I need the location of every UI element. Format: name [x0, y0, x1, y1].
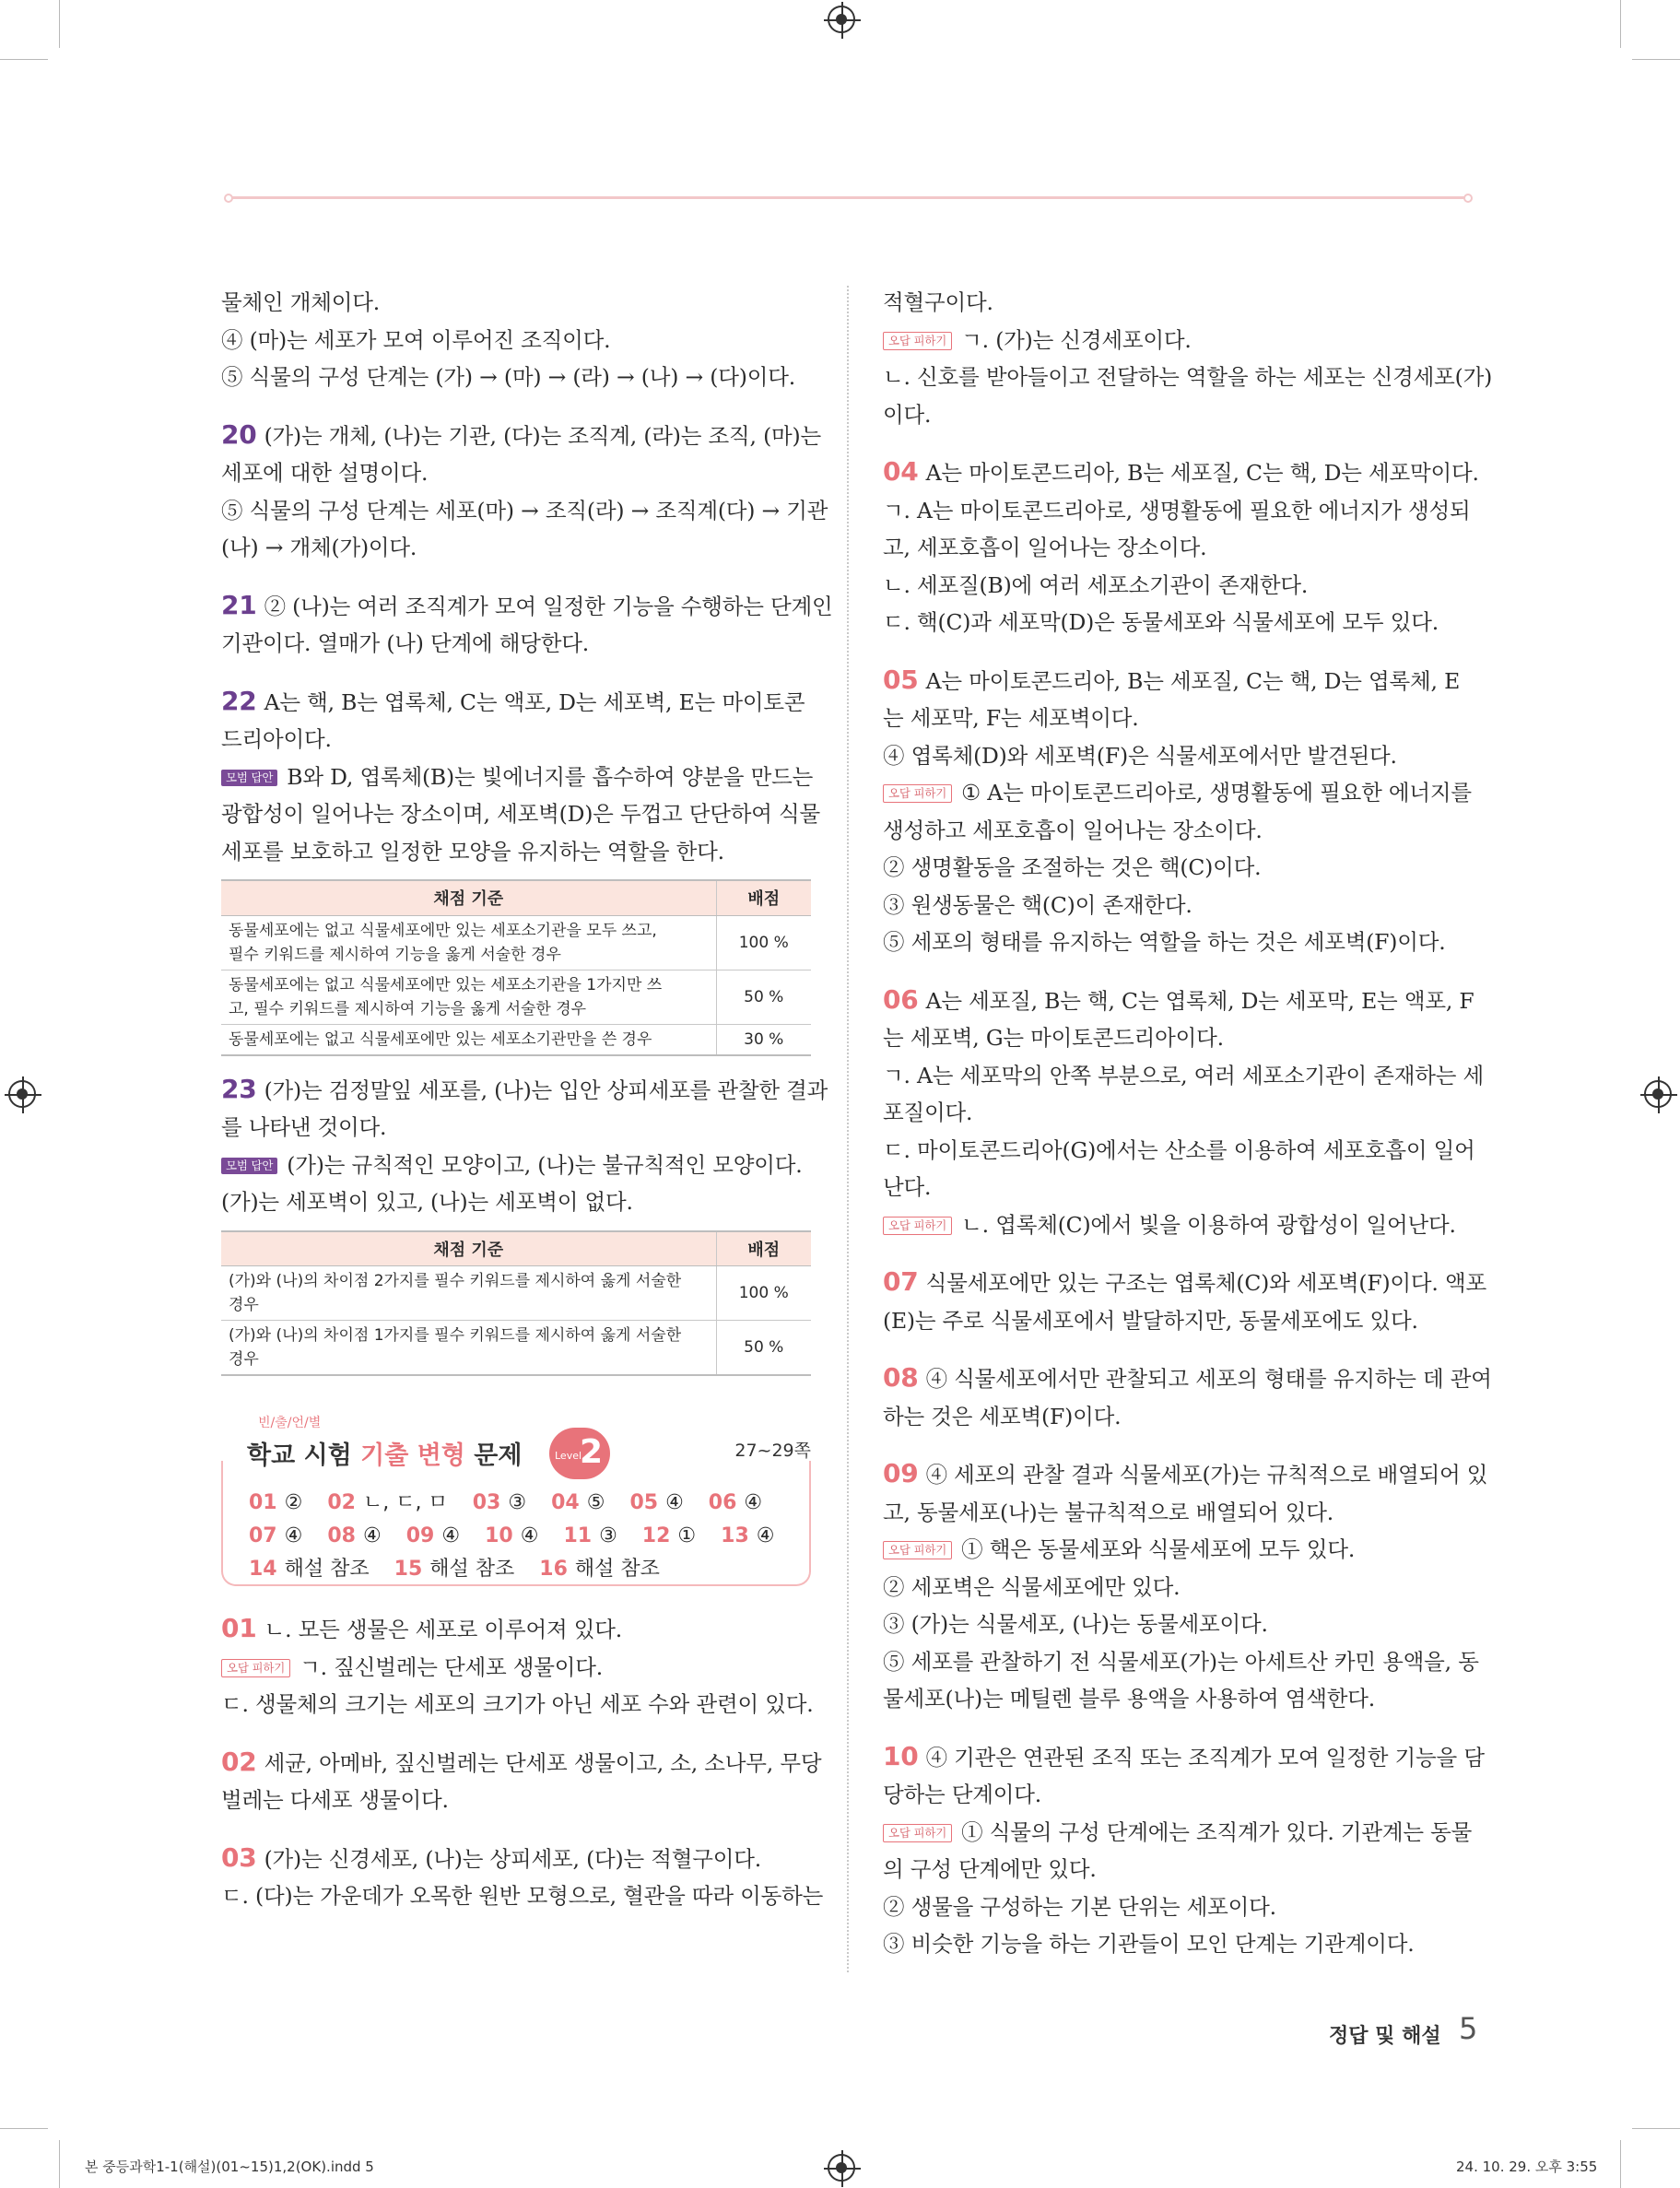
header-rule: [224, 194, 1473, 203]
question-number: 23: [221, 1073, 257, 1104]
text-line: 고, 세포호흡이 일어나는 장소이다.: [883, 535, 1207, 560]
question-number: 09: [883, 1458, 919, 1488]
text-line: 생성하고 세포호흡이 일어나는 장소이다.: [883, 817, 1263, 843]
text-line: ⑤ 세포를 관찰하기 전 식물세포(가)는 아세트산 카민 용액을, 동: [883, 1648, 1479, 1675]
answer-05: 05 A는 마이토콘드리아, B는 세포질, C는 핵, D는 엽록체, E: [883, 664, 1461, 695]
text-line: 고, 동물세포(나)는 불규칙적으로 배열되어 있다.: [883, 1499, 1334, 1525]
text-line: (나) → 개체(가)이다.: [221, 535, 417, 560]
crop-mark: [0, 2128, 48, 2129]
question-number: 02: [221, 1746, 257, 1777]
text-line: ② 세포벽은 식물세포에만 있다.: [883, 1573, 1181, 1600]
answer-03: 03 (가)는 신경세포, (나)는 상피세포, (다)는 적혈구이다.: [221, 1841, 762, 1873]
table-header: 배점: [716, 1231, 811, 1266]
text-line: ③ 비슷한 기능을 하는 기관들이 모인 단계는 기관계이다.: [883, 1931, 1415, 1957]
box-title: 학교 시험 기출 변형 문제: [247, 1441, 523, 1470]
text-line: ③ (가)는 식물세포, (나)는 동물세포이다.: [883, 1611, 1268, 1637]
crop-mark: [1620, 0, 1621, 48]
crop-mark: [59, 0, 60, 48]
avoid-mistake-badge: 오답 피하기: [883, 1217, 952, 1235]
model-answer: 모범 답안 B와 D, 엽록체(B)는 빛에너지를 흡수하여 양분을 만드는: [221, 759, 811, 796]
avoid-mistake-badge: 오답 피하기: [883, 1541, 952, 1559]
question-number: 01: [221, 1613, 257, 1643]
answer-23: 23 (가)는 검정말잎 세포를, (나)는 입안 상피세포를 관찰한 결과: [221, 1073, 828, 1104]
wrong-answer-note: 오답 피하기 ㄱ. (가)는 신경세포이다.: [883, 322, 1474, 359]
table-row: (가)와 (나)의 차이점 1가지를 필수 키워드를 제시하여 옳게 서술한 경우 50 %: [221, 1321, 811, 1376]
table-header: 채점 기준: [221, 1231, 716, 1266]
text-line: ② 생명활동을 조절하는 것은 핵(C)이다.: [883, 854, 1262, 880]
table-row: 동물세포에는 없고 식물세포에만 있는 세포소기관만을 쓴 경우 30 %: [221, 1024, 811, 1055]
text-line: ㄷ. 마이토콘드리아(G)에서는 산소를 이용하여 세포호흡이 일어: [883, 1136, 1475, 1163]
wrong-answer-note: 오답 피하기 ㄱ. 짚신벌레는 단세포 생물이다.: [221, 1649, 811, 1687]
text-line: (가)는 세포벽이 있고, (나)는 세포벽이 없다.: [221, 1189, 633, 1215]
answer-row: 07 ④ 08 ④ 09 ④ 10 ④ 11 ③ 12 ① 13 ④: [249, 1524, 775, 1547]
table-row: 동물세포에는 없고 식물세포에만 있는 세포소기관을 모두 쓰고, 필수 키워드를 제시하여 기능을 옳게 서술한 경우 100 %: [221, 915, 811, 970]
registration-mark-icon: [828, 2154, 855, 2182]
left-column: [221, 284, 833, 1915]
grading-table: [221, 879, 811, 1056]
avoid-mistake-badge: 오답 피하기: [883, 332, 952, 350]
table-row: (가)와 (나)의 차이점 2가지를 필수 키워드를 제시하여 옳게 서술한 경우 100 %: [221, 1266, 811, 1321]
table-header: 배점: [716, 880, 811, 915]
answer-10: 10 ④ 기관은 연관된 조직 또는 조직계가 모여 일정한 기능을 담: [883, 1740, 1485, 1771]
wrong-answer-note: 오답 피하기 ① 식물의 구성 단계에는 조직계가 있다. 기관계는 동물: [883, 1814, 1474, 1852]
crop-mark: [1632, 59, 1680, 60]
text-line: 를 나타낸 것이다.: [221, 1114, 387, 1140]
text-line: ② 생물을 구성하는 기본 단위는 세포이다.: [883, 1893, 1276, 1920]
question-number: 07: [883, 1266, 919, 1297]
text-line: ④ (마)는 세포가 모여 이루어진 조직이다.: [221, 326, 611, 353]
answer-row: 14 해설 참조 15 해설 참조 16 해설 참조: [249, 1558, 660, 1581]
text-line: ⑤ 식물의 구성 단계는 세포(마) → 조직(라) → 조직계(다) → 기관: [221, 497, 828, 523]
level-badge: Level 2: [549, 1428, 610, 1479]
wrong-answer-note: 오답 피하기 ① A는 마이토콘드리아로, 생명활동에 필요한 에너지를: [883, 774, 1474, 812]
question-number: 10: [883, 1740, 919, 1771]
box-kicker: 빈/출/언/별: [258, 1416, 322, 1430]
print-slug-timestamp: 24. 10. 29. 오후 3:55: [1456, 2159, 1598, 2175]
score-cell: 50 %: [716, 970, 811, 1024]
score-cell: 30 %: [716, 1024, 811, 1055]
question-number: 05: [883, 664, 919, 695]
answer-row: 01 ② 02 ㄴ, ㄷ, ㅁ 03 ③ 04 ⑤ 05 ④ 06 ④: [249, 1491, 763, 1514]
crop-mark: [1620, 2140, 1621, 2188]
registration-mark-icon: [828, 6, 855, 33]
text-line: ③ 원생동물은 핵(C)이 존재한다.: [883, 891, 1192, 918]
wrong-answer-note: 오답 피하기 ① 핵은 동물세포와 식물세포에 모두 있다.: [883, 1531, 1474, 1569]
text-line: 이다.: [883, 401, 932, 428]
avoid-mistake-badge: 오답 피하기: [221, 1659, 290, 1677]
text-line: 기관이다. 열매가 (나) 단계에 해당한다.: [221, 630, 590, 656]
print-slug-file: 본 중등과학1-1(해설)(01~15)1,2(OK).indd 5: [85, 2159, 374, 2175]
answer-02: 02 세균, 아메바, 짚신벌레는 단세포 생물이고, 소, 소나무, 무당: [221, 1746, 822, 1777]
text-line: ㄱ. A는 마이토콘드리아로, 생명활동에 필요한 에너지가 생성되: [883, 497, 1471, 523]
crop-mark: [59, 2140, 60, 2188]
question-number: 03: [221, 1841, 257, 1873]
registration-mark-icon: [1644, 1080, 1672, 1108]
text-line: 세포에 대한 설명이다.: [221, 460, 429, 486]
question-number: 06: [883, 983, 919, 1015]
answer-22: 22 A는 핵, B는 엽록체, C는 액포, D는 세포벽, E는 마이토콘: [221, 685, 805, 716]
text-line: ⑤ 세포의 형태를 유지하는 역할을 하는 것은 세포벽(F)이다.: [883, 929, 1446, 955]
table-row: 동물세포에는 없고 식물세포에만 있는 세포소기관을 1가지만 쓰 고, 필수 키워드를 제시하여 기능을 옳게 서술한 경우 50 %: [221, 970, 811, 1024]
text-line: ㄴ. 세포질(B)에 여러 세포소기관이 존재한다.: [883, 571, 1309, 598]
text-line: ④ 엽록체(D)와 세포벽(F)은 식물세포에서만 발견된다.: [883, 742, 1397, 769]
avoid-mistake-badge: 오답 피하기: [883, 784, 952, 803]
text-line: ㄴ. 신호를 받아들이고 전달하는 역할을 하는 세포는 신경세포(가): [883, 364, 1493, 390]
model-answer-badge: 모범 답안: [221, 1158, 277, 1174]
grading-table: [221, 1230, 811, 1377]
text-line: ㄷ. 생물체의 크기는 세포의 크기가 아닌 세포 수와 관련이 있다.: [221, 1691, 814, 1717]
text-line: 세포를 보호하고 일정한 모양을 유지하는 역할을 한다.: [221, 838, 724, 865]
quick-answer-box: [221, 1413, 811, 1586]
section-label: 정답 및 해설: [1329, 2025, 1441, 2048]
text-line: 하는 것은 세포벽(F)이다.: [883, 1403, 1122, 1429]
question-number: 04: [883, 456, 919, 487]
question-number: 21: [221, 589, 257, 620]
text-line: 적혈구이다.: [883, 289, 993, 315]
question-number: 22: [221, 685, 257, 716]
text-line: 벌레는 다세포 생물이다.: [221, 1787, 449, 1813]
text-line: 는 세포막, F는 세포벽이다.: [883, 705, 1139, 731]
answer-01: 01 ㄴ. 모든 생물은 세포로 이루어져 있다.: [221, 1613, 622, 1643]
wrong-answer-note: 오답 피하기 ㄴ. 엽록체(C)에서 빛을 이용하여 광합성이 일어난다.: [883, 1206, 1474, 1244]
answer-07: 07 식물세포에만 있는 구조는 엽록체(C)와 세포벽(F)이다. 액포: [883, 1266, 1486, 1297]
page-number: 5: [1459, 2011, 1478, 2046]
answer-21: 21 ② (나)는 여러 조직계가 모여 일정한 기능을 수행하는 단계인: [221, 589, 833, 620]
crop-mark: [1632, 2128, 1680, 2129]
table-header: 채점 기준: [221, 880, 716, 915]
answer-09: 09 ④ 세포의 관찰 결과 식물세포(가)는 규칙적으로 배열되어 있: [883, 1458, 1488, 1488]
text-line: 물체인 개체이다.: [221, 289, 381, 315]
question-number: 20: [221, 418, 257, 450]
text-line: ㄱ. A는 세포막의 안쪽 부분으로, 여러 세포소기관이 존재하는 세: [883, 1062, 1484, 1088]
answer-08: 08 ④ 식물세포에서만 관찰되고 세포의 형태를 유지하는 데 관여: [883, 1362, 1492, 1393]
text-line: 광합성이 일어나는 장소이며, 세포벽(D)은 두껍고 단단하여 식물: [221, 801, 820, 827]
answer-06: 06 A는 세포질, B는 핵, C는 엽록체, D는 세포막, E는 액포, F: [883, 983, 1474, 1015]
text-line: 포질이다.: [883, 1100, 973, 1125]
text-line: (E)는 주로 식물세포에서 발달하지만, 동물세포에도 있다.: [883, 1307, 1418, 1334]
right-column: [883, 284, 1493, 1963]
score-cell: 100 %: [716, 1266, 811, 1321]
text-line: 는 세포벽, G는 마이토콘드리아이다.: [883, 1025, 1224, 1051]
text-line: ㄷ. (다)는 가운데가 오목한 원반 모형으로, 혈관을 따라 이동하는: [221, 1883, 824, 1909]
text-line: 드리아이다.: [221, 726, 332, 752]
text-line: 난다.: [883, 1174, 932, 1200]
crop-mark: [0, 59, 48, 60]
column-divider: [847, 286, 849, 1972]
model-answer-badge: 모범 답안: [221, 770, 277, 786]
text-line: 당하는 단계이다.: [883, 1782, 1042, 1807]
answer-04: 04 A는 마이토콘드리아, B는 세포질, C는 핵, D는 세포막이다.: [883, 456, 1479, 487]
text-line: ⑤ 식물의 구성 단계는 (가) → (마) → (라) → (나) → (다)이다.: [221, 364, 795, 390]
text-line: ㄷ. 핵(C)과 세포막(D)은 동물세포와 식물세포에 모두 있다.: [883, 609, 1439, 635]
text-line: 물세포(나)는 메틸렌 블루 용액을 사용하여 염색한다.: [883, 1686, 1376, 1712]
question-number: 08: [883, 1362, 919, 1393]
avoid-mistake-badge: 오답 피하기: [883, 1824, 952, 1842]
answer-20: 20 (가)는 개체, (나)는 기관, (다)는 조직계, (라)는 조직, (마)는: [221, 418, 822, 450]
answer-key: [249, 1487, 793, 1586]
registration-mark-icon: [8, 1080, 36, 1108]
score-cell: 50 %: [716, 1321, 811, 1376]
score-cell: 100 %: [716, 915, 811, 970]
model-answer: 모범 답안 (가)는 규칙적인 모양이고, (나)는 불규칙적인 모양이다.: [221, 1147, 811, 1184]
page-range: 27~29쪽: [734, 1441, 811, 1461]
text-line: 의 구성 단계에만 있다.: [883, 1856, 1097, 1882]
